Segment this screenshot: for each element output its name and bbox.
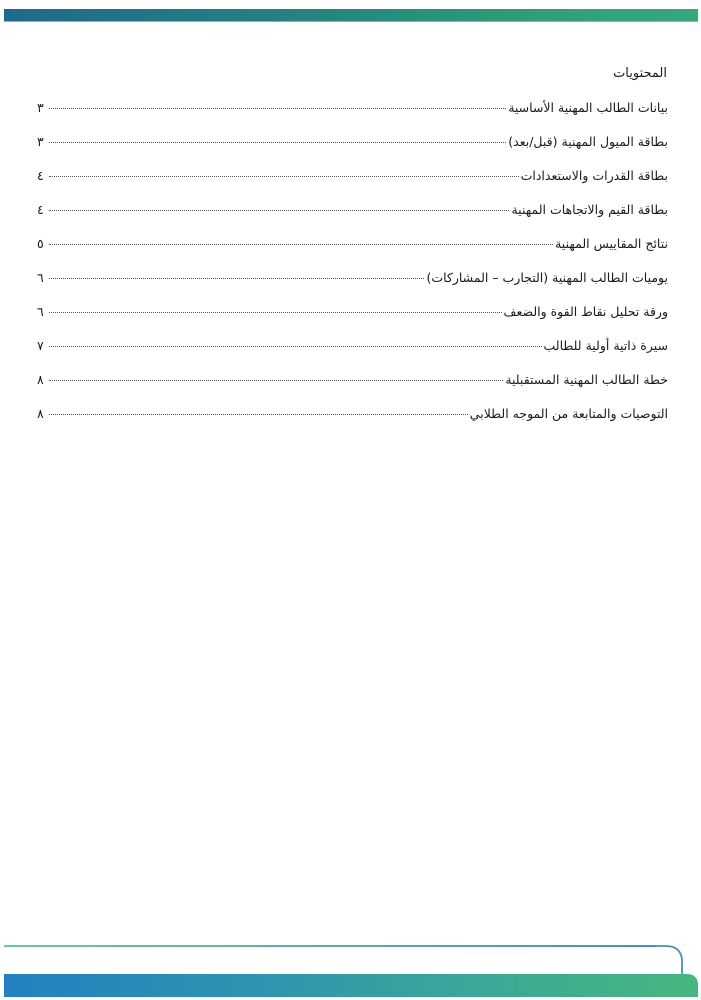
toc-entry[interactable] xyxy=(37,91,668,125)
toc-page-number: ٦ xyxy=(37,304,44,319)
toc-entry[interactable] xyxy=(37,193,668,227)
toc-entry-title: نتائج المقاييس المهنية xyxy=(555,236,668,251)
toc-entry[interactable] xyxy=(37,295,668,329)
dot-leader xyxy=(49,413,468,415)
footer-decor-curve xyxy=(652,945,692,977)
toc-page-number: ٣ xyxy=(37,100,44,115)
toc-page-number: ٨ xyxy=(37,372,44,387)
footer-decor-bar xyxy=(4,974,698,997)
dot-leader xyxy=(49,107,506,109)
dot-leader xyxy=(49,209,509,211)
table-of-contents xyxy=(37,62,668,431)
toc-entry-title: ورقة تحليل نقاط القوة والضعف xyxy=(503,304,668,319)
toc-page-number: ٣ xyxy=(37,134,44,149)
toc-page-number: ٥ xyxy=(37,236,44,251)
toc-page-number: ٧ xyxy=(37,338,44,353)
header-decor-bar xyxy=(4,9,698,22)
toc-page-number: ٨ xyxy=(37,406,44,421)
dot-leader xyxy=(49,379,503,381)
dot-leader xyxy=(49,243,553,245)
toc-entry-title: يوميات الطالب المهنية (التجارب – المشاركات) xyxy=(426,270,668,285)
toc-entry[interactable] xyxy=(37,261,668,295)
dot-leader xyxy=(49,277,424,279)
toc-page-number: ٤ xyxy=(37,168,44,183)
dot-leader xyxy=(49,175,519,177)
toc-entry-title: بيانات الطالب المهنية الأساسية xyxy=(508,100,668,115)
toc-heading: المحتويات xyxy=(613,66,667,81)
toc-entry-title: سيرة ذاتية أولية للطالب xyxy=(543,338,668,353)
toc-entry[interactable] xyxy=(37,397,668,431)
toc-page-number: ٤ xyxy=(37,202,44,217)
dot-leader xyxy=(49,345,542,347)
dot-leader xyxy=(49,311,502,313)
toc-entry-title: بطاقة الميول المهنية (قبل/بعد) xyxy=(508,134,668,149)
toc-entry-title: خطة الطالب المهنية المستقبلية xyxy=(505,372,668,387)
toc-entry-title: بطاقة القيم والاتجاهات المهنية xyxy=(511,202,668,217)
toc-entry[interactable] xyxy=(37,227,668,261)
toc-entry-title: التوصيات والمتابعة من الموجه الطلابي xyxy=(469,406,668,421)
toc-entry-title: بطاقة القدرات والاستعدادات xyxy=(520,168,668,183)
toc-list xyxy=(37,91,668,431)
toc-entry[interactable] xyxy=(37,329,668,363)
footer-decor-line xyxy=(4,945,656,947)
toc-entry[interactable] xyxy=(37,363,668,397)
toc-entry[interactable] xyxy=(37,125,668,159)
toc-entry[interactable] xyxy=(37,159,668,193)
toc-page-number: ٦ xyxy=(37,270,44,285)
dot-leader xyxy=(49,141,506,143)
